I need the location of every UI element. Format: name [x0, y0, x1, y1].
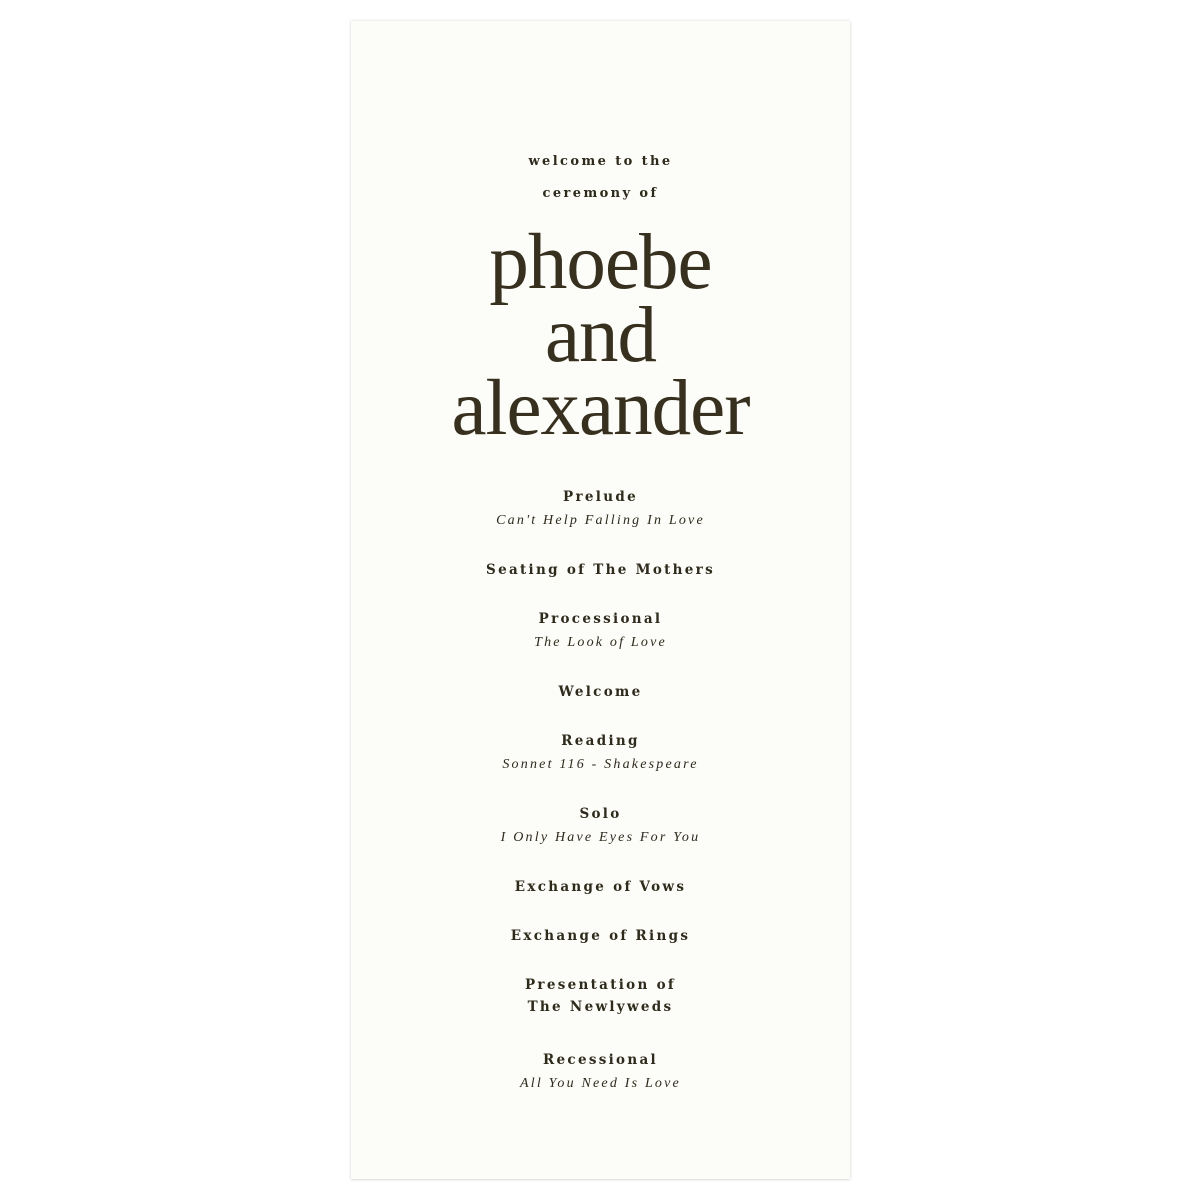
program-item [351, 1049, 850, 1097]
intro-line-1: welcome to the [528, 154, 673, 169]
program-item-subtitle: I Only Have Eyes For You [500, 830, 701, 845]
program-item-title: Welcome [558, 684, 643, 700]
program-item [351, 559, 850, 581]
program-item [351, 486, 850, 534]
ceremony-program-card [351, 21, 850, 1179]
program-item-subtitle: Can't Help Falling In Love [496, 513, 705, 528]
program-item-title: Exchange of Rings [510, 928, 691, 944]
program-item-title: Seating of The Mothers [486, 562, 715, 578]
program-item [351, 608, 850, 656]
program-item-title: Prelude [563, 489, 638, 505]
program-item [351, 730, 850, 778]
program-item [351, 803, 850, 851]
program-item [351, 876, 850, 898]
name-line-2: and [544, 292, 657, 379]
program-item-title: Reading [561, 733, 640, 749]
program-item [351, 974, 850, 1018]
program-item-title: Solo [579, 806, 622, 822]
program-item-title: Processional [538, 611, 663, 627]
program-item-subtitle: Sonnet 116 - Shakespeare [502, 757, 699, 772]
name-line-3: alexander [451, 365, 750, 452]
program-item-title: Recessional [543, 1052, 658, 1068]
couple-names [351, 219, 850, 452]
name-line-1: phoebe [489, 219, 712, 306]
program-item [351, 925, 850, 947]
program-item-title: Exchange of Vows [514, 879, 687, 895]
intro-line-2: ceremony of [542, 186, 659, 201]
program-item-title: Presentation of The Newlyweds [524, 977, 677, 1015]
program-item [351, 681, 850, 703]
program-item-subtitle: All You Need Is Love [520, 1076, 681, 1091]
program-item-subtitle: The Look of Love [534, 635, 667, 650]
